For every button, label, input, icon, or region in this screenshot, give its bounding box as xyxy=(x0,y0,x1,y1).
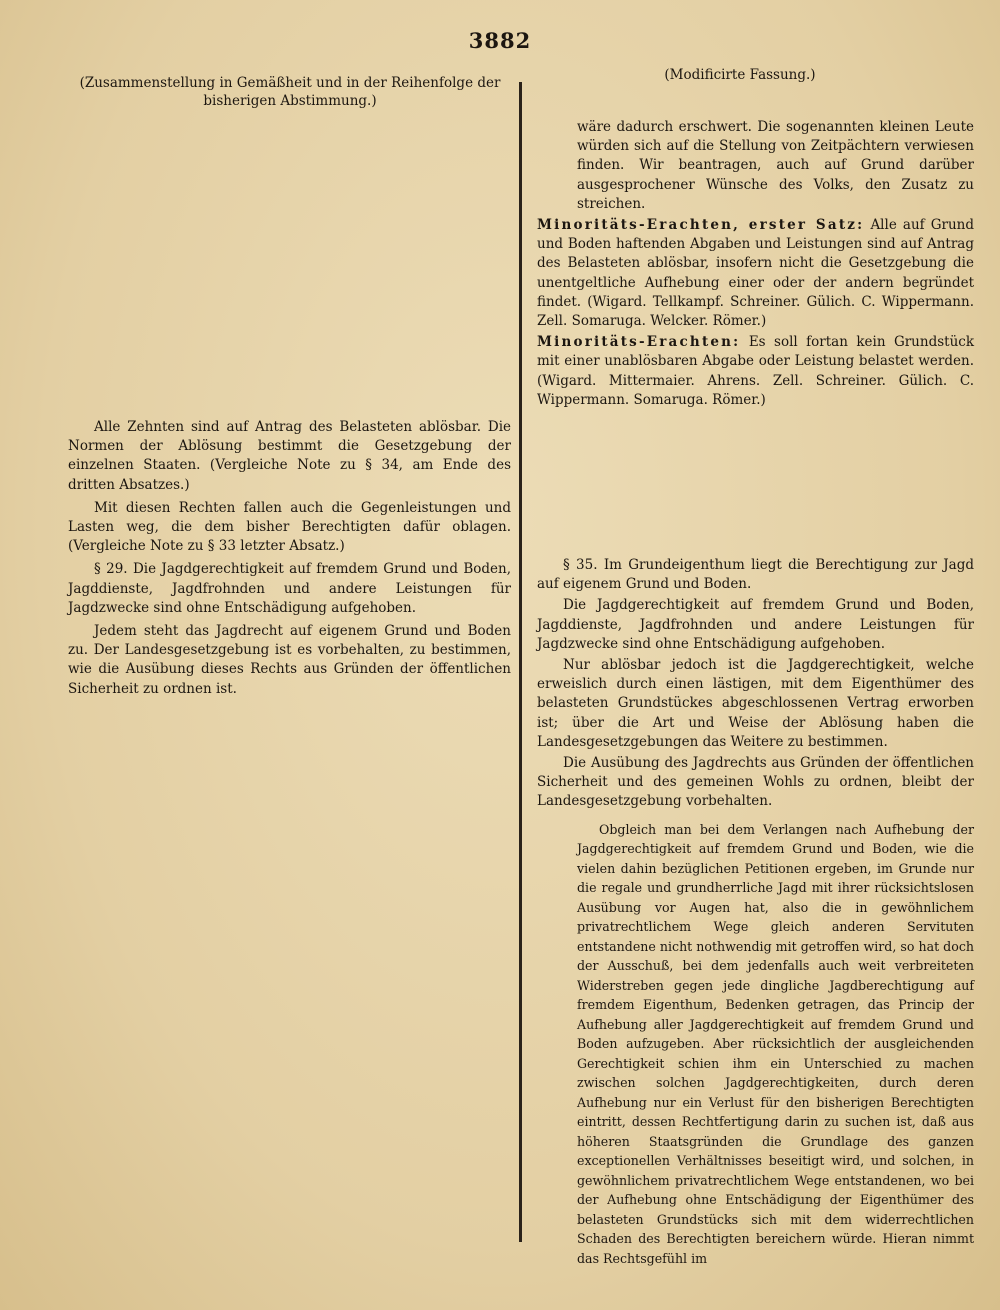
left-paragraph-tithes: Alle Zehnten sind auf Antrag des Belasteten ablösbar. Die Normen der Ablösung bestimmt die Gesetzgebung der einzelnen Staaten. (Vergleiche Note zu § 34, am Ende des dritten Absatzes.) xyxy=(68,419,511,493)
minority-opinion-2 xyxy=(537,333,974,410)
page-number: 3882 xyxy=(468,28,532,53)
left-paragraph-counterperformance: Mit diesen Rechten fallen auch die Gegenleistungen und Lasten weg, die dem bisher Berechtigten dafür oblagen. (Vergleiche Note zu § 33 letzter Absatz.) xyxy=(68,499,511,555)
right-paragraph-public-safety: Die Ausübung des Jagdrechts aus Gründen der öffentlichen Sicherheit und des gemeinen Wohls zu ordnen, bleibt der Landesgesetzgebung vorbehalten. xyxy=(537,755,974,810)
right-column-top xyxy=(537,118,974,412)
right-column-header: (Modificirte Fassung.) xyxy=(664,67,816,83)
minority-opinion-1-label: Minoritäts-Erachten, erster Satz: xyxy=(537,217,865,234)
committee-note: Obgleich man bei dem Verlangen nach Aufhebung der Jagdgerechtigkeit auf fremdem Grund und Boden, wie die vielen dahin bezüglichen Petitionen ergeben, im Grunde nur die regale und grundherrliche Jagd mit ihrer rücksichtslosen Ausübung vor Augen hat, also die in gewöhnlichem privatrechtlichem Wege gleich anderen Servituten entstandene nicht nothwendig mit getroffen wird, so hat doch der Ausschuß, bei dem jedenfalls auch weit verbreiteten Widerstreben gegen jede dingliche Jagdberechtigung auf fremdem Eigenthum, Bedenken getragen, das Princip der Aufhebung aller Jagdgerechtigkeit auf fremdem Grund und Boden aufzugeben. Aber rücksichtlich der ausgleichenden Gerechtigkeit schien ihm ein Unterschied zu machen zwischen solchen Jagdgerechtigkeiten, durch deren Aufhebung nur ein Verlust für den bisherigen Berechtigten eintritt, dessen Rechtfertigung darin zu suchen ist, daß aus höheren Staatsgründen die Grundlage des ganzen exceptionellen Verhältnisses beseitigt wird, und solchen, in gewöhnlichem privatrechtlichem Wege entstandenen, wo bei der Aufhebung ohne Entschädigung der Eigenthümer des belasteten Grundstücks sich mit dem widerrechtlichen Schaden des Berechtigten bereichern würde. Hieran nimmt das Rechtsgefühl im xyxy=(577,821,974,1266)
minority-opinion-2-label: Minoritäts-Erachten: xyxy=(537,334,741,351)
right-paragraph-section-35: § 35. Im Grundeigenthum liegt die Berechtigung zur Jagd auf eigenem Grund und Boden. xyxy=(537,557,974,593)
minority-opinion-2-text: Es soll fortan kein Grundstück mit einer unablösbaren Abgabe oder Leistung belastet werden. (Wigard. Mittermaier. Ahrens. Zell. Schreiner. Gülich. C. Wippermann. Somaruga. Römer.) xyxy=(537,334,974,408)
left-column xyxy=(68,418,511,701)
right-paragraph-hunting-abolished: Die Jagdgerechtigkeit auf fremdem Grund und Boden, Jagddienste, Jagdfrohnden und andere Leistungen für Jagdzwecke sind ohne Entschädigung aufgehoben. xyxy=(537,597,974,652)
left-paragraph-hunting-right: Jedem steht das Jagdrecht auf eigenem Grund und Boden zu. Der Landesgesetzgebung ist es vorbehalten, zu bestimmen, wie die Ausübung dieses Rechts aus Gründen der öffentlichen Sicherheit zu ordnen ist. xyxy=(68,623,511,697)
left-column-header: (Zusammenstellung in Gemäßheit und in der Reihenfolge der bisherigen Abstimmung.) xyxy=(79,75,501,109)
motivation-paragraph: wäre dadurch erschwert. Die sogenannten kleinen Leute würden sich auf die Stellung von Zeitpächtern verwiesen finden. Wir beantragen, auch auf Grund darüber ausgesprochener Wünsche des Volks, den Zusatz zu streichen. xyxy=(577,119,974,212)
left-paragraph-section-29: § 29. Die Jagdgerechtigkeit auf fremdem Grund und Boden, Jagddienste, Jagdfrohnden und andere Leistungen für Jagdzwecke sind ohne Entschädigung aufgehoben. xyxy=(68,561,511,616)
minority-opinion-1 xyxy=(537,216,974,331)
right-paragraph-redeemable: Nur ablösbar jedoch ist die Jagdgerechtigkeit, welche erweislich durch einen lästigen, mit dem Eigenthümer des belasteten Grundstückes abgeschlossenen Vertrag erworben ist; über die Art und Weise der Ablösung haben die Landesgesetzgebungen das Weitere zu bestimmen. xyxy=(537,657,974,750)
column-divider xyxy=(519,82,522,1242)
minority-opinion-1-text: Alle auf Grund und Boden haftenden Abgaben und Leistungen sind auf Antrag des Belasteten ablösbar, insofern nicht die Gesetzgebung die unentgeltliche Aufhebung einer oder der andern begründet findet. (Wigard. Tellkampf. Schreiner. Gülich. C. Wippermann. Zell. Somaruga. Welcker. Römer.) xyxy=(537,217,975,330)
right-column-bottom xyxy=(537,556,974,1270)
